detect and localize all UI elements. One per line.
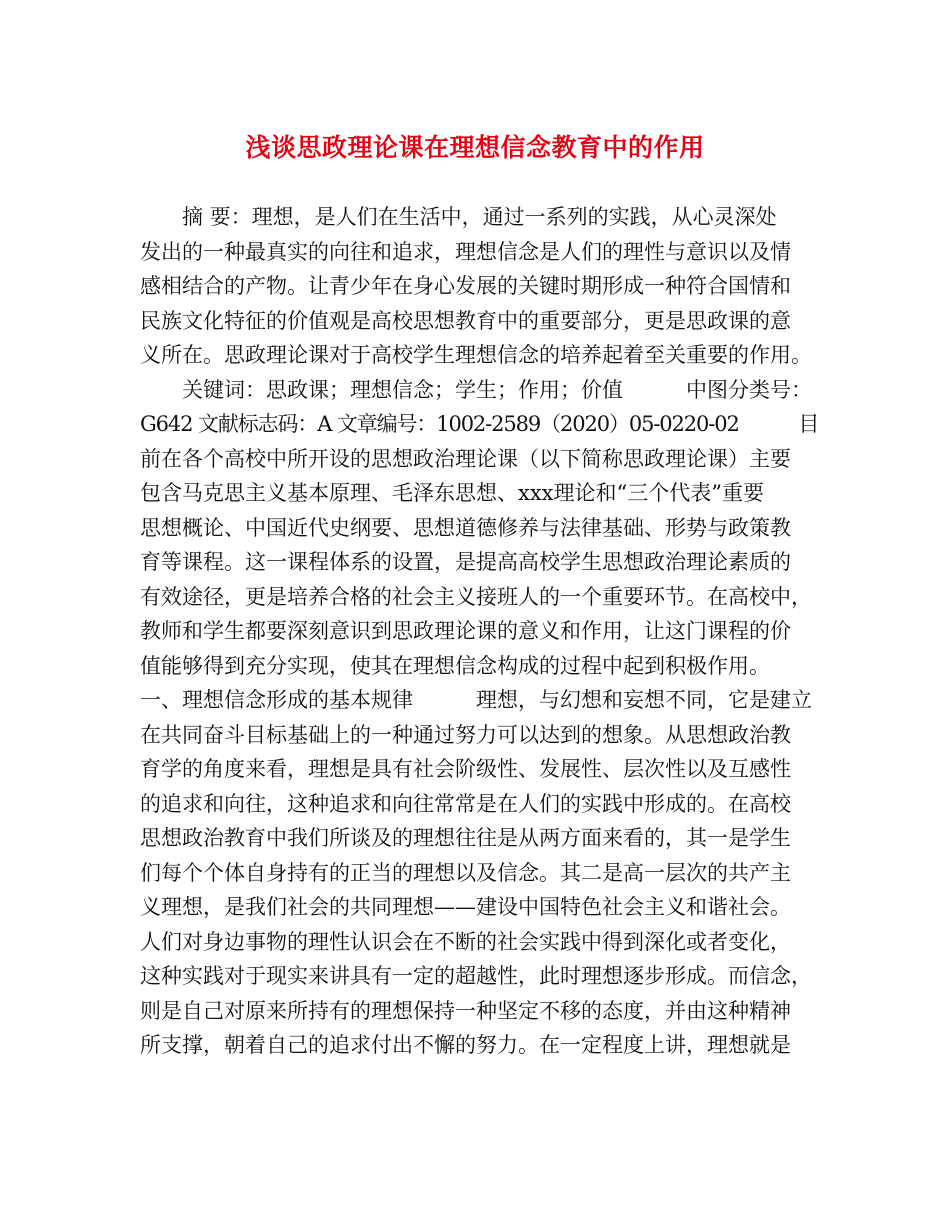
- body-line-12: 有效途径，更是培养合格的社会主义接班人的一个重要环节。在高校中，: [140, 584, 812, 609]
- body-line-8: 前在各个高校中所开设的思想政治理论课（以下简称思政理论课）主要: [140, 446, 791, 471]
- body-line-1: 摘 要：理想，是人们在生活中，通过一系列的实践，从心灵深处: [140, 205, 777, 229]
- body-line-16: 在共同奋斗目标基础上的一种通过努力可以达到的想象。从思想政治教: [140, 722, 791, 747]
- body-line-24: 则是自己对原来所持有的理想保持一种坚定不移的态度，并由这种精神: [140, 998, 791, 1023]
- body-line-7: G642 文献标志码：A 文章编号：1002-2589（2020）05-0220-02 目: [140, 412, 819, 436]
- body-line-5: 义所在。思政理论课对于高校学生理想信念的培养起着至关重要的作用。: [140, 343, 812, 367]
- body-line-6: 关键词：思政课；理想信念；学生；作用；价值 中图分类号：: [140, 377, 812, 402]
- body-line-13: 教师和学生都要深刻意识到思政理论课的意义和作用，让这门课程的价: [140, 619, 791, 643]
- body-line-23: 这种实践对于现实来讲具有一定的超越性，此时理想逐步形成。而信念，: [140, 964, 812, 988]
- body-line-9: 包含马克思主义基本原理、毛泽东思想、xxx理论和“三个代表”重要: [140, 481, 764, 505]
- body-line-11: 育等课程。这一课程体系的设置，是提高高校学生思想政治理论素质的: [140, 550, 791, 574]
- body-line-22: 人们对身边事物的理性认识会在不断的社会实践中得到深化或者变化，: [140, 929, 791, 954]
- body-line-10: 思想概论、中国近代史纲要、思想道德修养与法律基础、形势与政策教: [140, 515, 791, 540]
- body-line-18: 的追求和向往，这种追求和向往常常是在人们的实践中形成的。在高校: [140, 791, 791, 816]
- body-line-4: 民族文化特征的价值观是高校思想教育中的重要部分，更是思政课的意: [140, 308, 791, 333]
- body-line-25: 所支撑，朝着自己的追求付出不懈的努力。在一定程度上讲，理想就是: [140, 1033, 791, 1057]
- document-title: 浅谈思政理论课在理想信念教育中的作用: [245, 133, 705, 162]
- document-body: [140, 200, 820, 1063]
- body-line-20: 们每个个体自身持有的正当的理想以及信念。其二是高一层次的共产主: [140, 860, 791, 885]
- body-line-15: 一、理想信念形成的基本规律 理想，与幻想和妄想不同，它是建立: [140, 688, 812, 712]
- body-line-19: 思想政治教育中我们所谈及的理想往往是从两方面来看的，其一是学生: [140, 826, 791, 850]
- body-line-17: 育学的角度来看，理想是具有社会阶级性、发展性、层次性以及互感性: [140, 757, 791, 781]
- body-line-21: 义理想，是我们社会的共同理想——建设中国特色社会主义和谐社会。: [140, 895, 791, 919]
- body-line-3: 感相结合的产物。让青少年在身心发展的关键时期形成一种符合国情和: [140, 274, 791, 298]
- body-line-2: 发出的一种最真实的向往和追求，理想信念是人们的理性与意识以及情: [140, 239, 791, 264]
- body-line-14: 值能够得到充分实现，使其在理想信念构成的过程中起到积极作用。: [140, 653, 770, 678]
